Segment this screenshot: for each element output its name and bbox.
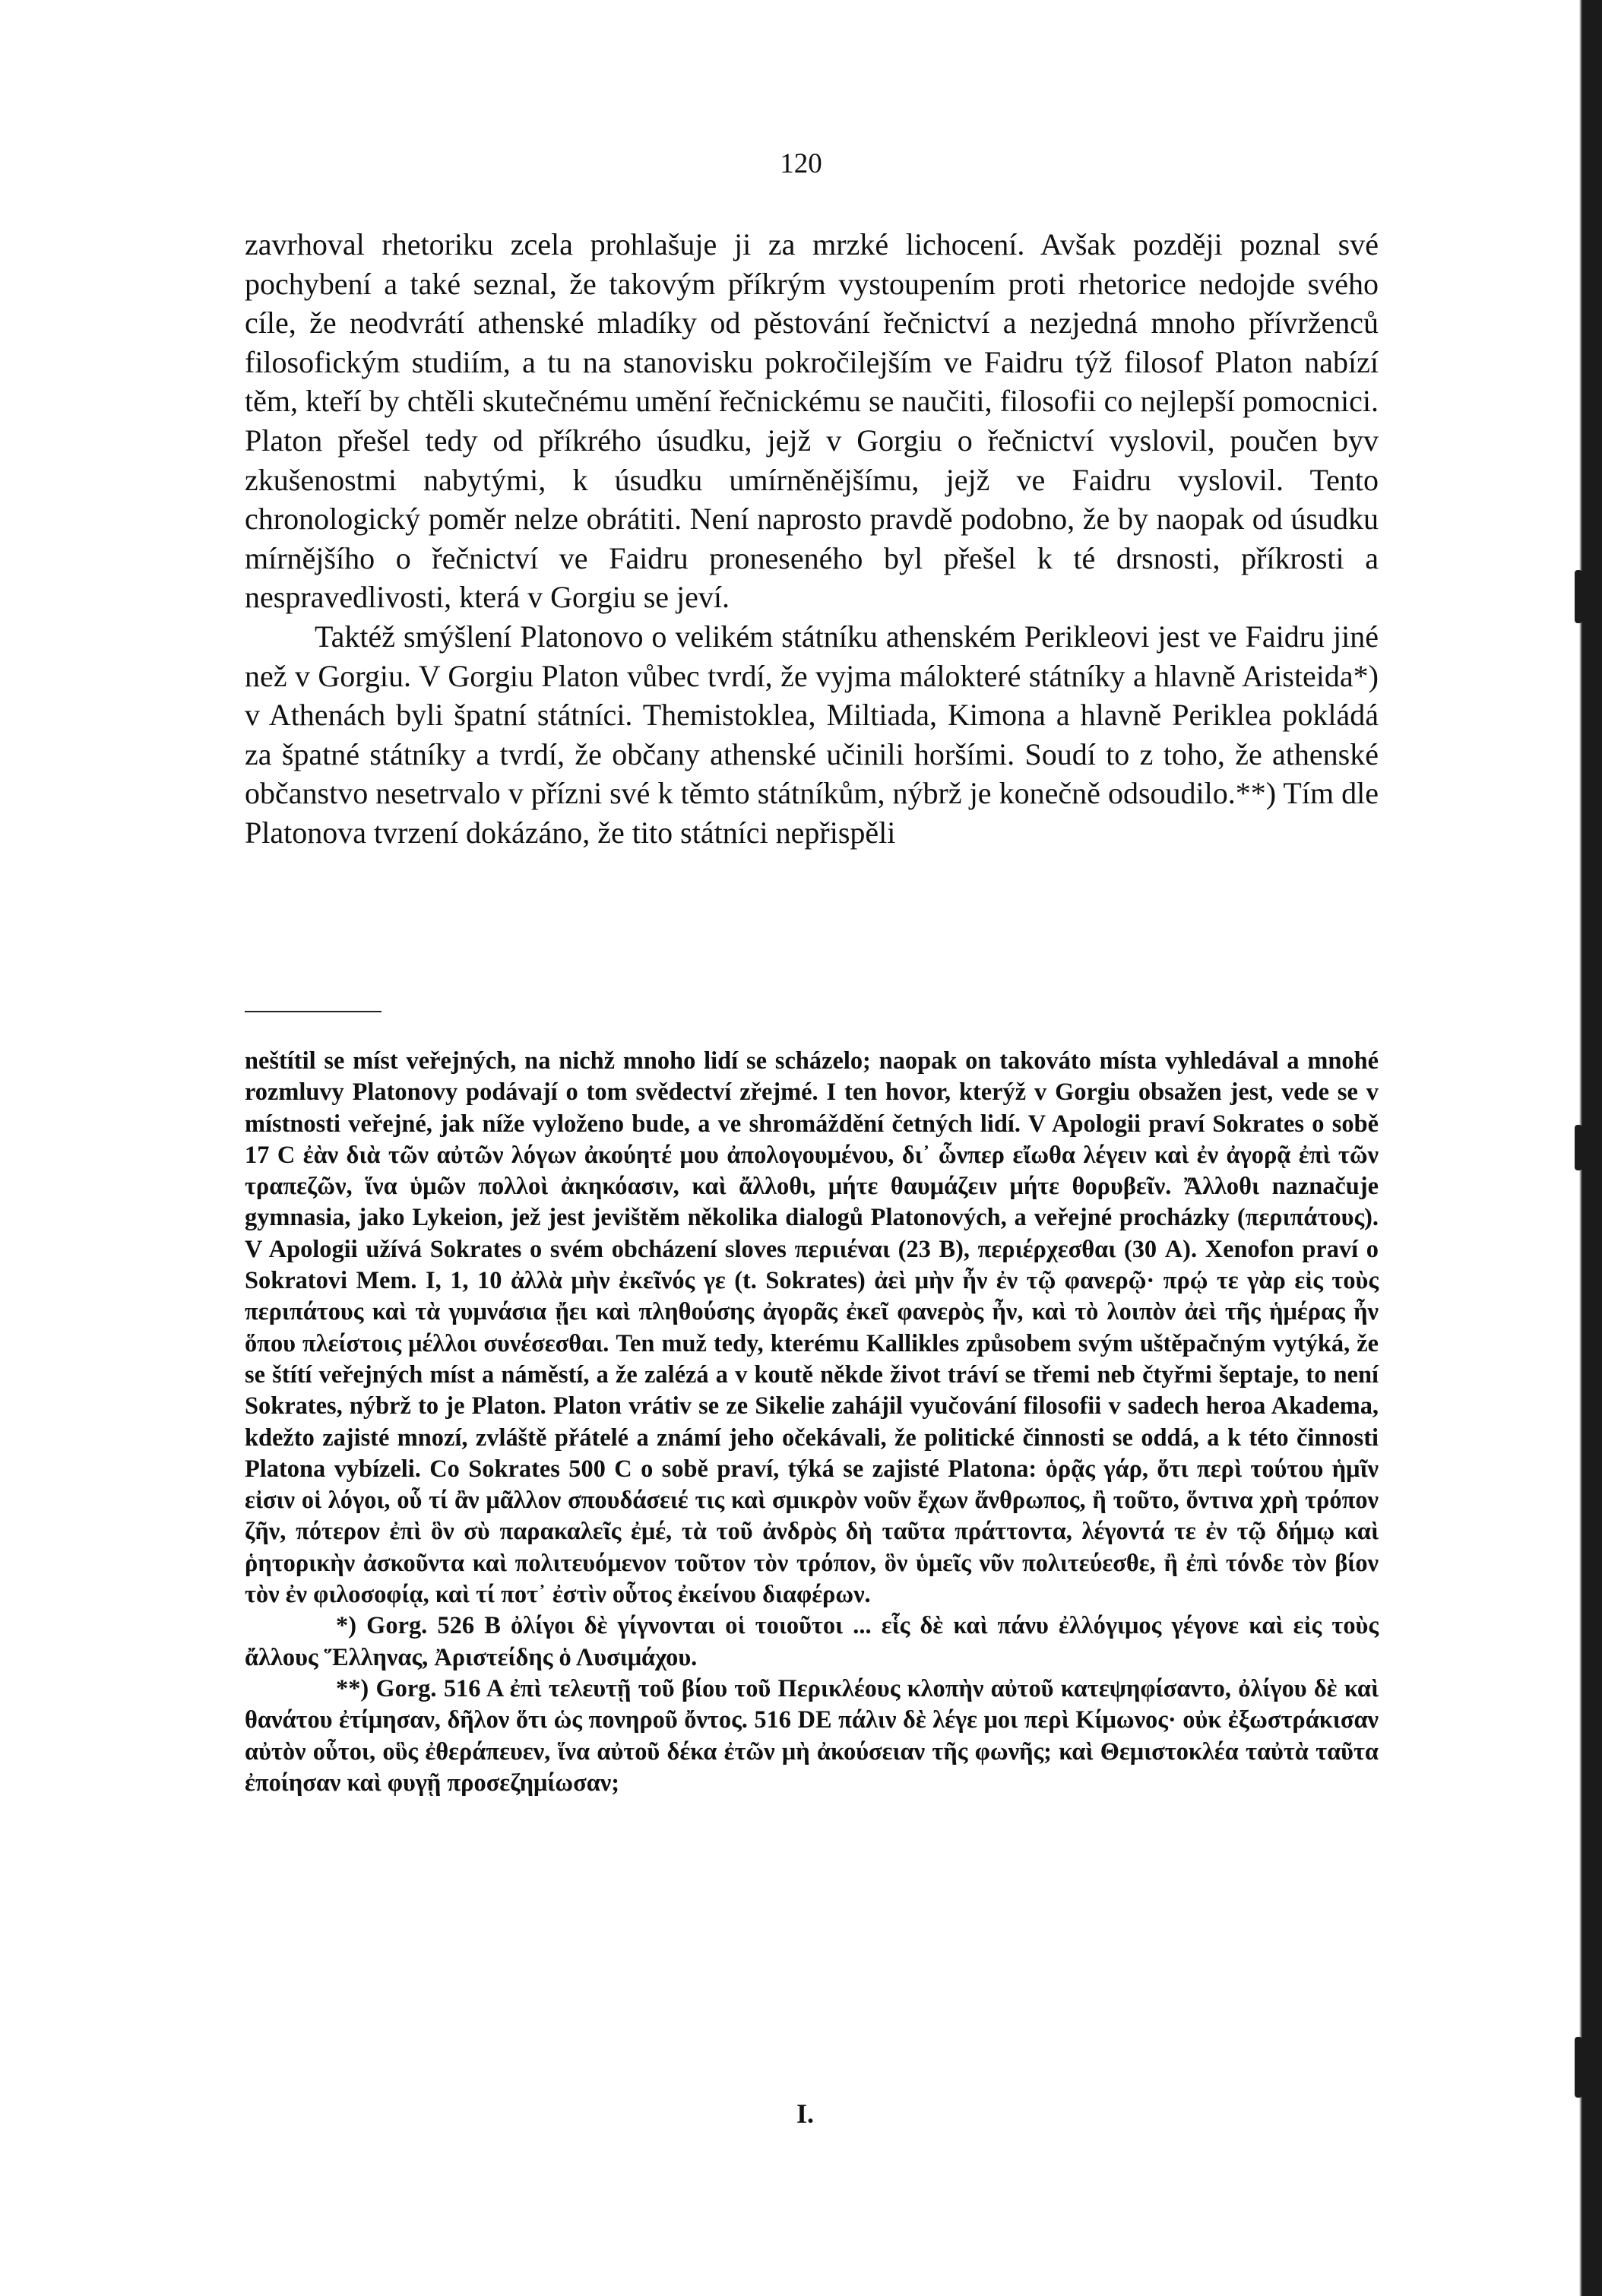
page-number: 120 [780, 148, 822, 179]
footnote: *) Gorg. 526 B ὀλίγοι δὲ γίγνονται οἱ τοιοῦτοι ... εἷς δὲ καὶ πάνυ ἐλλόγιμος γέγονε καὶ εἰς τοὺς ἄλλους Ἕλληνας, Ἀριστείδης ὁ Λυσιμάχου. [245, 1612, 1379, 1671]
footnote: **) Gorg. 516 A ἐπὶ τελευτῇ τοῦ βίου τοῦ Περικλέους κλοπὴν αὐτοῦ κατεψηφίσαντο, ὀλίγου δὲ καὶ θανάτου ἐτίμησαν, δῆλον ὅτι ὡς πονηροῦ ὄντος. 516 DE πάλιν δὲ λέγε μοι περὶ Κίμωνος· οὐκ ἐξωστράκισαν αὐτὸν οὗτοι, οὓς ἐθεράπευεν, ἵνα αὐτοῦ δέκα ἐτῶν μὴ ἀκούσειαν τῆς φωνῆς; καὶ Θεμιστοκλέα ταὐτὰ ταῦτα ἐποίησαν καὶ φυγῇ προσεζημίωσαν; [245, 1674, 1379, 1797]
scan-mark [1575, 2037, 1582, 2098]
signature-mark: I. [796, 2098, 815, 2129]
paragraph: zavrhoval rhetoriku zcela prohlašuje ji za mrzké lichocení. Avšak později poznal své pochybení a také seznal, že takovým příkrým vystoupením proti rhetorice nedojde svého cíle, že neodvrátí athenské mladíky od pěstování řečnictví a nezjedná mnoho přívrženců filosofickým studiím, a tu na stanovisku pokročilejším ve Faidru týž filosof Platon nabízí těm, kteří by chtěli skutečnému umění řečnickému se naučiti, filosofii co nejlepší pomocnici. Platon přešel tedy od příkrého úsudku, jejž v Gorgiu o řečnictví vyslovil, poučen byv zkušenostmi nabytými, k úsudku umírněnějšímu, jejž ve Faidru vyslovil. Tento chronologický poměr nelze obrátiti. Není naprosto pravdě podobno, že by naopak od úsudku mírnějšího o řečnictví ve Faidru proneseného byl přešel k té drsnosti, příkrosti a nespravedlivosti, která v Gorgiu se jeví. [245, 227, 1379, 615]
footnotes [245, 1046, 1379, 1799]
scan-mark [1575, 1125, 1582, 1170]
paragraph: Taktéž smýšlení Platonovo o velikém státníku athenském Perikleovi jest ve Faidru jiné než v Gorgiu. V Gorgiu Platon vůbec tvrdí, že vyjma málokteré státníky a hlavně Aristeida*) v Athenách byli špatní státníci. Themistoklea, Miltiada, Kimona a hlavně Periklea pokládá za špatné státníky a tvrdí, že občany athenské učinili horšími. Soudí to z toho, že athenské občanstvo nesetrvalo v přízni své k těmto státníkům, nýbrž je konečně odsoudilo.**) Tím dle Platonova tvrzení dokázáno, že tito státníci nepřispěli [245, 619, 1379, 850]
footnote-continuation: neštítil se míst veřejných, na nichž mnoho lidí se scházelo; naopak on takováto místa vyhledával a mnohé rozmluvy Platonovy podávají o tom svědectví zřejmé. I ten hovor, kterýž v Gorgiu obsažen jest, vede se v místnosti veřejné, jak níže vyloženo bude, a ve shromáždění četných lidí. V Apologii praví Sokrates o sobě 17 C ἐὰν διὰ τῶν αὐτῶν λόγων ἀκούητέ μου ἀπολογουμένου, δι᾽ ὧνπερ εἴωθα λέγειν καὶ ἐν ἀγορᾷ ἐπὶ τῶν τραπεζῶν, ἵνα ὑμῶν πολλοὶ ἀκηκόασιν, καὶ ἄλλοθι, μήτε θαυμάζειν μήτε θορυβεῖν. Ἄλλοθι naznačuje gymnasia, jako Lykeion, jež jest jevištěm několika dialogů Platonových, a veřejné procházky (περιπάτους). V Apologii užívá Sokrates o svém obcházení sloves περιιέναι (23 B), περιέρχεσθαι (30 A). Xenofon praví o Sokratovi Mem. I, 1, 10 ἀλλὰ μὴν ἐκεῖνός γε (t. Sokrates) ἀεὶ μὴν ἦν ἐν τῷ φανερῷ· πρῴ τε γὰρ εἰς τοὺς περιπάτους καὶ τὰ γυμνάσια ᾔει καὶ πληθούσης ἀγορᾶς ἐκεῖ φανερὸς ἦν, καὶ τὸ λοιπὸν ἀεὶ τῆς ἡμέρας ἦν ὅπου πλείστοις μέλλοι συνέσεσθαι. Ten muž tedy, kterému Kallikles způsobem svým uštěpačným vytýká, že se štítí veřejných míst a náměstí, a že zalézá a v koutě někde život tráví se třemi neb čtyřmi šeptaje, to není Sokrates, nýbrž to je Platon. Platon vrátiv se ze Sikelie zahájil vyučování filosofii v sadech heroa Akadema, kdežto zajisté mnozí, zvláště přátelé a známí jeho očekávali, že politické činnosti se oddá, a k této činnosti Platona vybízeli. Co Sokrates 500 C o sobě praví, týká se zajisté Platona: ὁρᾷς γάρ, ὅτι περὶ τούτου ἡμῖν εἰσιν οἱ λόγοι, οὗ τί ἂν μᾶλλον σπουδάσειέ τις καὶ σμικρὸν νοῦν ἔχων ἄνθρωπος, ἢ τοῦτο, ὅντινα χρὴ τρόπον ζῆν, πότερον ἐπὶ ὃν σὺ παρακαλεῖς ἐμέ, τὰ τοῦ ἀνδρὸς δὴ ταῦτα πράττοντα, λέγοντά τε ἐν τῷ δήμῳ καὶ ῥητορικὴν ἀσκοῦντα καὶ πολιτευόμενον τοῦτον τὸν τρόπον, ὃν ὑμεῖς νῦν πολιτεύεσθε, ἢ ἐπὶ τόνδε τὸν βίον τὸν ἐν φιλοσοφίᾳ, καὶ τί ποτ᾽ ἐστὶν οὗτος ἐκείνου διαφέρων. [245, 1047, 1379, 1609]
scan-mark [1575, 570, 1582, 623]
footnote-separator [245, 1011, 382, 1012]
main-text [245, 225, 1379, 853]
scan-edge [1553, 0, 1602, 2296]
